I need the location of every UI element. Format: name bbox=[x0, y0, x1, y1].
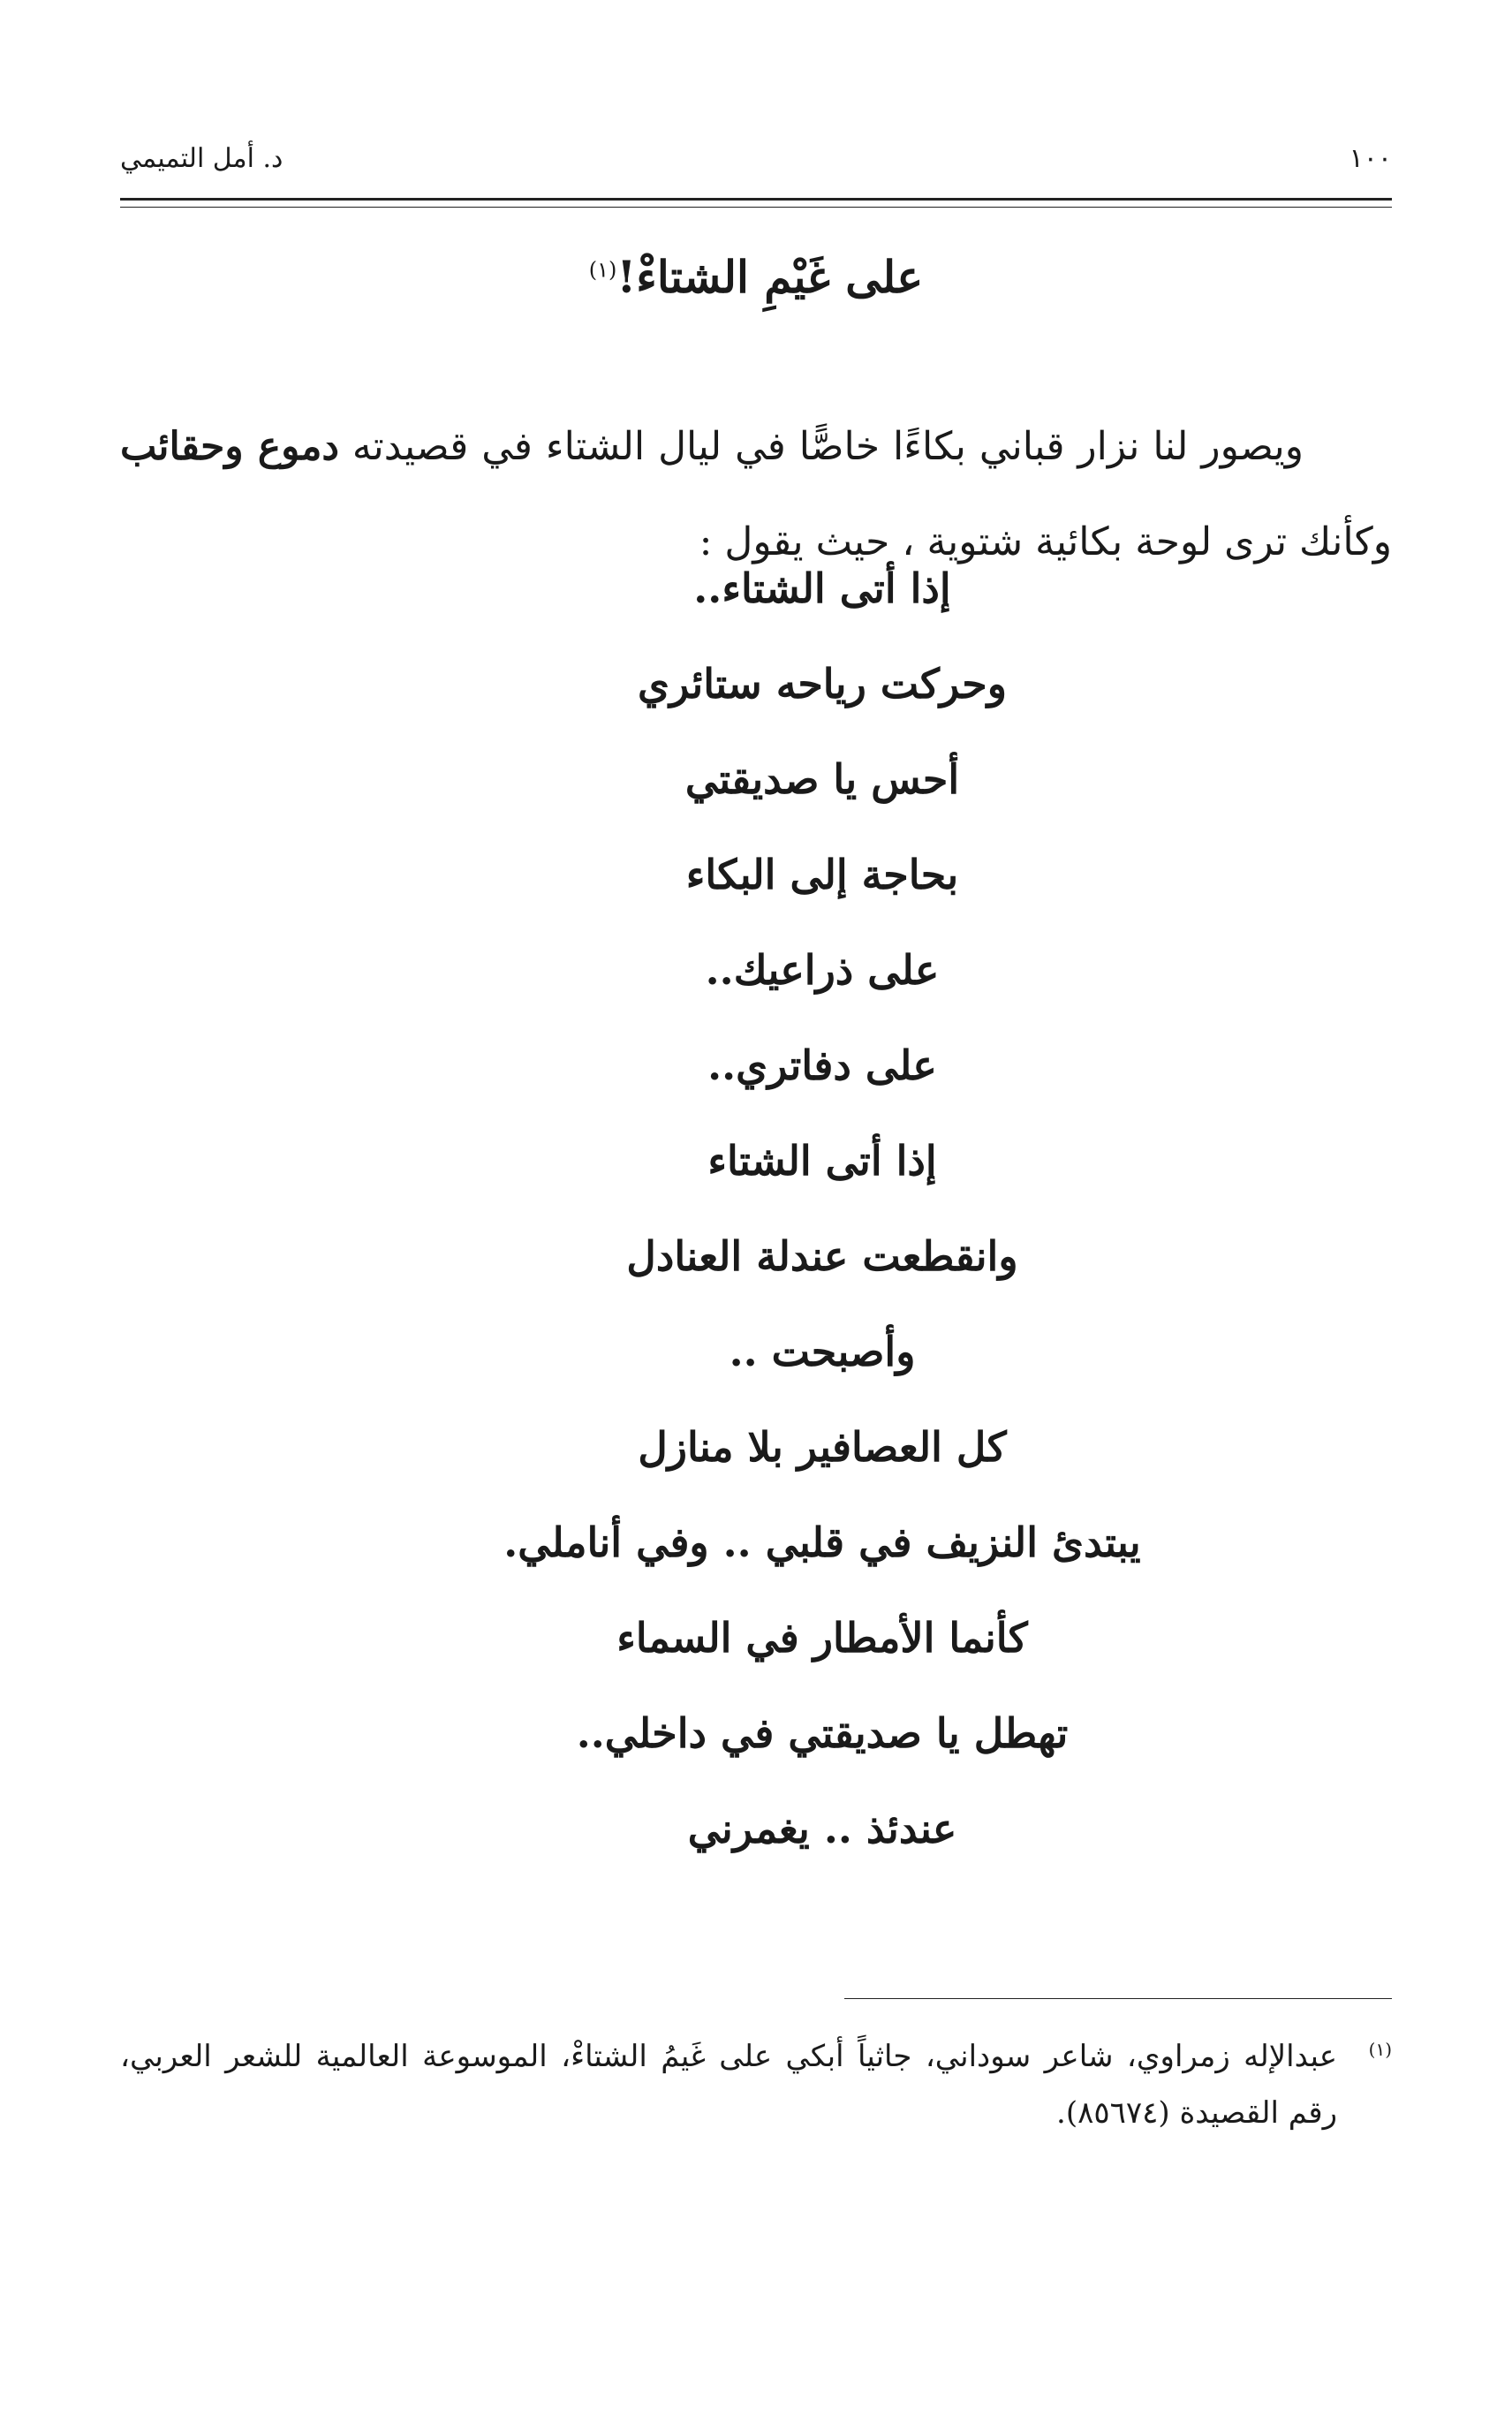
title-footnote-ref: (١) bbox=[588, 257, 617, 283]
poem-line: كأنما الأمطار في السماء bbox=[616, 1614, 1028, 1662]
poem-line: إذا أتى الشتاء.. bbox=[693, 564, 951, 612]
poem-verses bbox=[120, 541, 1392, 1876]
poem-line: بحاجة إلى البكاء bbox=[685, 851, 959, 898]
poem-title-bold: دموع وحقائب bbox=[120, 424, 339, 469]
footnote bbox=[120, 2028, 1392, 2141]
poem-line: وحركت رياحه ستائري bbox=[638, 660, 1007, 708]
poem-line: على دفاتري.. bbox=[707, 1041, 937, 1089]
poem-line: تهطل يا صديقتي في داخلي.. bbox=[576, 1709, 1069, 1757]
footnote-separator bbox=[844, 1998, 1392, 1999]
intro-text-end: وكأنك ترى لوحة بكائية شتوية ، حيث يقول : bbox=[699, 519, 1392, 564]
poem-line: كل العصافير بلا منازل bbox=[638, 1423, 1007, 1471]
poem-line: يبتدئ النزيف في قلبي .. وفي أناملي. bbox=[503, 1518, 1141, 1566]
running-head-author: د. أمل التميمي bbox=[120, 143, 284, 174]
header-rule-thin bbox=[120, 207, 1392, 208]
poem-line: أحس يا صديقتي bbox=[684, 755, 960, 803]
poem-line: وانقطعت عندلة العنادل bbox=[626, 1232, 1018, 1280]
poem-line: على ذراعيك.. bbox=[705, 946, 940, 994]
section-title-text: على غَيْمِ الشتاءْ! bbox=[616, 251, 924, 303]
header-rule-thick bbox=[120, 198, 1392, 201]
footnote-text: عبدالإله زمراوي، شاعر سوداني، جاثياً أبكي على غَيمُ الشتاءْ، الموسوعة العالمية للشعر العربي، رقم القصيدة (٨٥٦٧٤). bbox=[120, 2039, 1337, 2131]
page-number: ١٠٠ bbox=[1349, 143, 1392, 174]
poem-line: عندئذ .. يغمرني bbox=[687, 1805, 957, 1852]
intro-text-start: ويصور لنا نزار قباني بكاءًا خاصًّا في ليال الشتاء في قصيدته bbox=[338, 424, 1304, 469]
poem-line: وأصبحت .. bbox=[729, 1328, 916, 1375]
section-title bbox=[120, 251, 1392, 303]
poem-line: إذا أتى الشتاء bbox=[707, 1137, 937, 1185]
footnote-marker: (١) bbox=[1368, 2039, 1392, 2060]
page-header bbox=[120, 133, 1392, 186]
